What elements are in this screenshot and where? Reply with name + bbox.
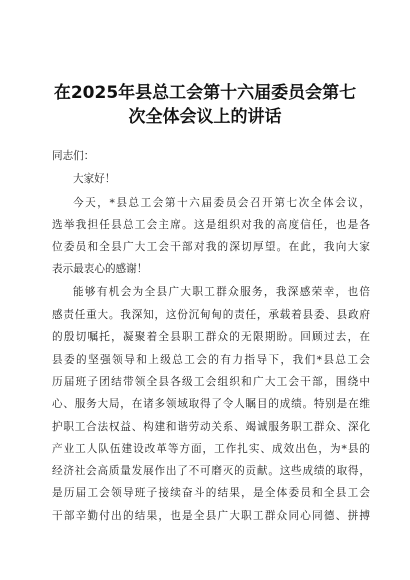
body-line: 表示最衷心的感谢！ — [52, 263, 148, 275]
body-line: 选举我担任县总工会主席。这是组织对我的高度信任，也是各 — [52, 219, 370, 231]
body-line: 县委的坚强领导和上级总工会的有力指导下，我们*县总工会 — [52, 354, 370, 366]
salutation: 同志们： — [52, 150, 95, 162]
body-line: 今天，*县总工会第十六届委员会召开第七次全体会议， — [73, 197, 370, 209]
body-line: 经济社会高质量发展作出了不可磨灭的贡献。这些成绩的取得， — [52, 465, 370, 477]
body-line: 历届班子团结带领全县各级工会组织和广大工会干部，围绕中 — [52, 376, 370, 388]
body-line: 感责任重大。我深知，这份沉甸甸的责任，承载着县委、县政府 — [52, 309, 370, 321]
body-line: 是历届工会领导班子接续奋斗的结果，是全体委员和全县工会 — [52, 487, 370, 499]
body-line: 的殷切嘱托，凝聚着全县职工群众的无限期盼。回顾过去，在 — [52, 331, 370, 343]
body-line: 干部辛勤付出的结果，也是全县广大职工群众同心同德、拼搏 — [52, 510, 370, 522]
document-title-line-1: 在2025年县总工会第十六届委员会第七 — [53, 83, 357, 103]
body-line: 能够有机会为全县广大职工群众服务，我深感荣幸，也倍 — [73, 286, 370, 298]
greeting: 大家好！ — [73, 173, 116, 185]
body-line: 产业工人队伍建设改革等方面，工作扎实、成效出色，为*县的 — [52, 443, 370, 455]
body-line: 位委员和全县广大工会干部对我的深切厚望。在此，我向大家 — [52, 241, 370, 253]
body-line: 心、服务大局，在诸多领域取得了令人瞩目的成绩。特别是在维 — [52, 398, 370, 410]
body-line: 护职工合法权益、构建和谐劳动关系、竭诚服务职工群众、深化 — [52, 421, 370, 433]
document-title-line-2: 次全体会议上的讲话 — [128, 107, 282, 127]
